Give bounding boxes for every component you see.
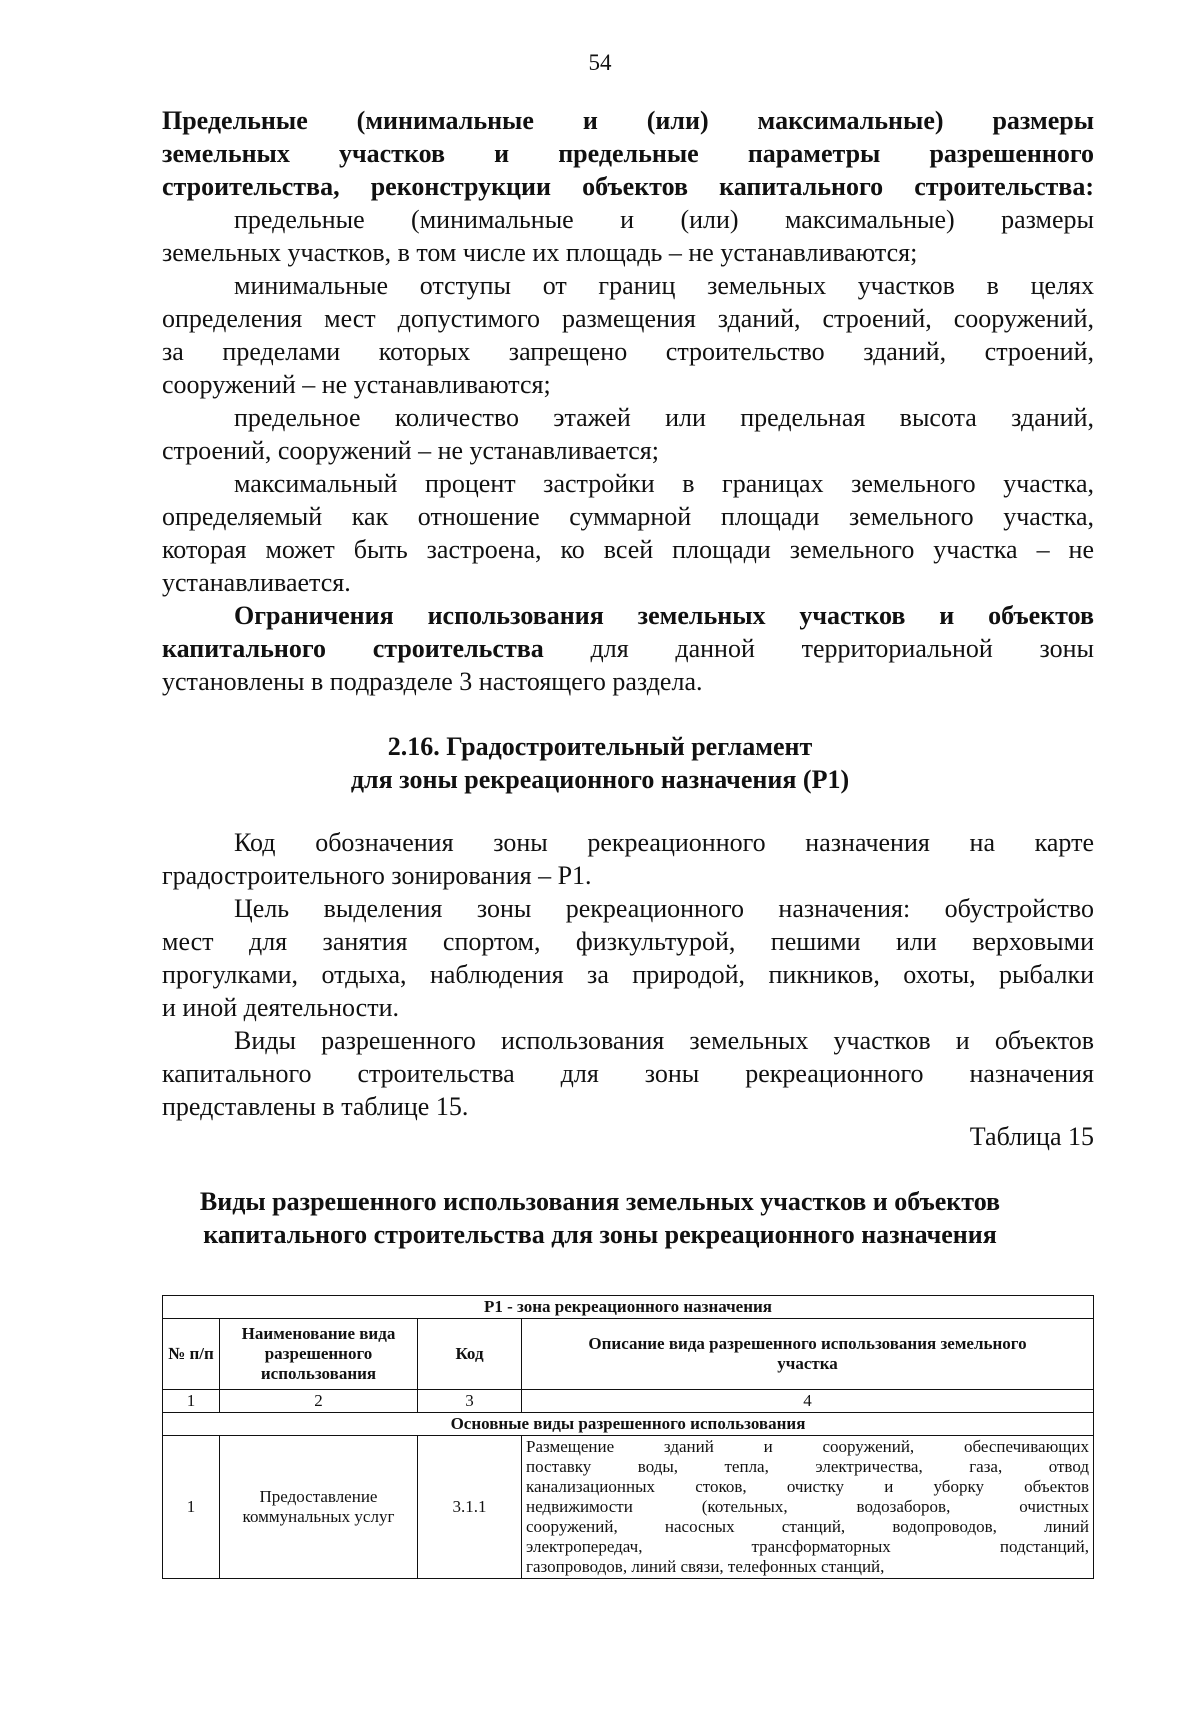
text-line: капитального строительства для зоны рекреационного назначения	[162, 1059, 1094, 1088]
col-header-desc: Описание вида разрешенного использования земельного участка	[522, 1319, 1094, 1390]
bold-fragment: капитального строительства	[162, 634, 544, 663]
text-line: представлены в таблице 15.	[162, 1092, 469, 1121]
text-line: предельные (минимальные и (или) максимальные) размеры	[234, 205, 1094, 234]
limits-item	[162, 467, 1094, 599]
section-paragraph	[162, 826, 1094, 892]
col-number: 2	[220, 1390, 418, 1413]
desc-line: газопроводов, линий связи, телефонных станций,	[526, 1557, 885, 1576]
limits-item	[162, 203, 1094, 269]
text-line: мест для занятия спортом, физкультурой, пешими или верховыми	[162, 927, 1094, 956]
text-line: прогулками, отдыха, наблюдения за природой, пикников, охоты, рыбалки	[162, 960, 1094, 989]
row-code: 3.1.1	[418, 1436, 522, 1579]
text-line: определяемый как отношение суммарной площади земельного участка,	[162, 502, 1094, 531]
section-title-line: для зоны рекреационного назначения (Р1)	[350, 765, 850, 794]
limits-heading-line: строительства, реконструкции объектов капитального строительства:	[162, 172, 1094, 201]
text-line	[162, 632, 1094, 665]
col-header-num: № п/п	[163, 1319, 220, 1390]
text-line: Ограничения использования земельных участков и объектов	[234, 601, 1094, 630]
table-title-line: капитального строительства для зоны рекреационного назначения	[203, 1220, 997, 1249]
text-line: максимальный процент застройки в границах земельного участка,	[234, 469, 1094, 498]
text-line: строений, сооружений – не устанавливается;	[162, 436, 659, 465]
col-header-code: Код	[418, 1319, 522, 1390]
text-line: градостроительного зонирования – Р1.	[162, 861, 592, 890]
text-line: Цель выделения зоны рекреационного назначения: обустройство	[234, 894, 1094, 923]
section-paragraph	[162, 892, 1094, 1024]
desc-line: Размещение зданий и сооружений, обеспечивающих	[526, 1437, 1089, 1456]
limits-heading-line: Предельные (минимальные и (или) максимальные) размеры	[162, 106, 1094, 135]
restrictions-paragraph	[162, 599, 1094, 698]
table-title-line: Виды разрешенного использования земельных участков и объектов	[199, 1187, 1001, 1216]
desc-line: канализационных стоков, очистку и уборку объектов	[526, 1477, 1089, 1496]
col-number: 4	[522, 1390, 1094, 1413]
section-title-line: 2.16. Градостроительный регламент	[387, 732, 813, 761]
text-line: и иной деятельности.	[162, 993, 399, 1022]
limits-heading	[162, 104, 1094, 203]
table-row	[163, 1436, 1094, 1579]
desc-line: сооружений, насосных станций, водопроводов, линий	[526, 1517, 1089, 1536]
text-line: минимальные отступы от границ земельных участков в целях	[234, 271, 1094, 300]
col-number: 3	[418, 1390, 522, 1413]
text-line: которая может быть застроена, ко всей площади земельного участка – не	[162, 535, 1094, 564]
zone-header-row	[163, 1296, 1094, 1319]
row-name: Предоставление коммунальных услуг	[220, 1436, 418, 1579]
desc-line: поставку воды, тепла, электричества, газа, отвод	[526, 1457, 1089, 1476]
section-title	[0, 730, 1200, 796]
desc-line: электропередач, трансформаторных подстанций,	[526, 1537, 1089, 1556]
section-paragraph	[162, 1024, 1094, 1123]
col-number: 1	[163, 1390, 220, 1413]
column-header-row	[163, 1319, 1094, 1390]
text-line: за пределами которых запрещено строительство зданий, строений,	[162, 337, 1094, 366]
limits-heading-line: земельных участков и предельные параметры разрешенного	[162, 139, 1094, 168]
text-line: установлены в подразделе 3 настоящего раздела.	[162, 667, 703, 696]
permitted-use-table	[162, 1295, 1094, 1579]
text-line: предельное количество этажей или предельная высота зданий,	[234, 403, 1094, 432]
text-line: определения мест допустимого размещения зданий, строений, сооружений,	[162, 304, 1094, 333]
table-title	[0, 1185, 1200, 1251]
text-line: земельных участков, в том числе их площадь – не устанавливаются;	[162, 238, 918, 267]
section-header-row	[163, 1413, 1094, 1436]
column-number-row	[163, 1390, 1094, 1413]
text-line: Код обозначения зоны рекреационного назначения на карте	[234, 828, 1094, 857]
limits-item	[162, 401, 1094, 467]
text-fragment: для данной территориальной зоны	[543, 634, 1094, 663]
limits-item	[162, 269, 1094, 401]
desc-line: недвижимости (котельных, водозаборов, очистных	[526, 1497, 1089, 1516]
section-header: Основные виды разрешенного использования	[163, 1413, 1094, 1436]
row-number: 1	[163, 1436, 220, 1579]
text-line: устанавливается.	[162, 568, 351, 597]
text-line: Виды разрешенного использования земельных участков и объектов	[234, 1026, 1094, 1055]
page-number: 54	[588, 50, 612, 75]
row-description	[522, 1436, 1094, 1579]
text-line: сооружений – не устанавливаются;	[162, 370, 551, 399]
zone-header: Р1 - зона рекреационного назначения	[163, 1296, 1094, 1319]
table-label: Таблица 15	[969, 1122, 1094, 1151]
col-header-name: Наименование вида разрешенного использования	[220, 1319, 418, 1390]
